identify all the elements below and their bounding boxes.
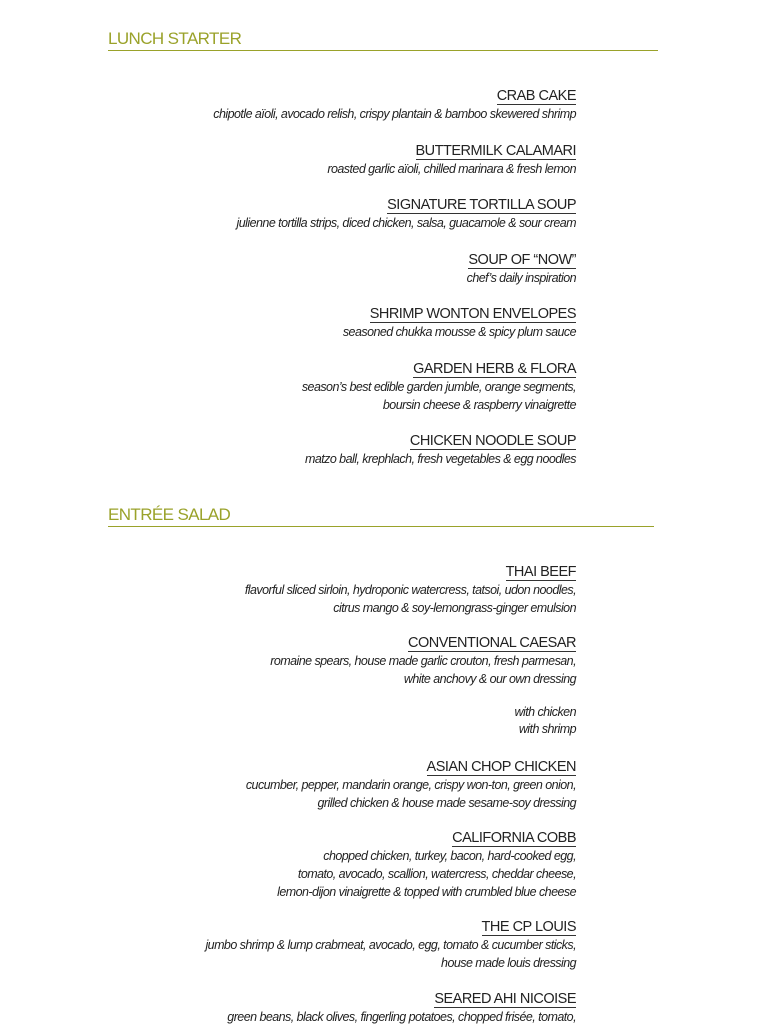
menu-item-crab-cake [213, 87, 576, 123]
menu-item-title: CRAB CAKE [496, 88, 576, 104]
menu-item-seared-ahi-nicoise [227, 990, 576, 1026]
menu-item-title: ASIAN CHOP CHICKEN [426, 759, 576, 775]
menu-item-title: CALIFORNIA COBB [452, 830, 576, 846]
menu-item-chicken-noodle-soup [305, 432, 576, 468]
section-header-lunch-starter: LUNCH STARTER [108, 29, 658, 51]
menu-item-description: chopped chicken, turkey, bacon, hard-cooked egg, tomato, avocado, scallion, watercress, cheddar cheese, lemon-dijon vinaigrette & topped with crumbled blue cheese [277, 849, 576, 899]
menu-item-description: chipotle aïoli, avocado relish, crispy plantain & bamboo skewered shrimp [213, 107, 576, 121]
menu-item-description: chef’s daily inspiration [466, 271, 576, 285]
menu-item-california-cobb [277, 829, 576, 901]
menu-item-description: seasoned chukka mousse & spicy plum sauce [342, 325, 576, 339]
menu-item-buttermilk-calamari [327, 142, 576, 178]
menu-item-title: SHRIMP WONTON ENVELOPES [369, 306, 576, 322]
menu-item-title: BUTTERMILK CALAMARI [415, 143, 576, 159]
menu-item-description: julienne tortilla strips, diced chicken, salsa, guacamole & sour cream [236, 216, 576, 230]
menu-item-shrimp-wonton-envelopes [343, 305, 576, 341]
menu-item-description: matzo ball, krephlach, fresh vegetables & egg noodles [304, 452, 576, 466]
menu-item-description: roasted garlic aïoli, chilled marinara & fresh lemon [327, 162, 576, 176]
menu-item-description: jumbo shrimp & lump crabmeat, avocado, egg, tomato & cucumber sticks, house made louis dressing [205, 938, 576, 970]
menu-item-description: romaine spears, house made garlic crouton, fresh parmesan, white anchovy & our own dressing [270, 654, 576, 686]
caesar-option-with-shrimp: with shrimp [518, 722, 576, 736]
menu-item-title: GARDEN HERB & FLORA [413, 361, 576, 377]
menu-item-signature-tortilla-soup [237, 196, 576, 232]
section-header-entree-salad: ENTRÉE SALAD [108, 505, 654, 527]
menu-item-soup-of-now [467, 251, 576, 287]
menu-item-the-cp-louis [205, 918, 576, 972]
menu-item-description: cucumber, pepper, mandarin orange, crispy won-ton, green onion, grilled chicken & house made sesame-soy dressing [245, 778, 576, 810]
menu-item-description: flavorful sliced sirloin, hydroponic watercress, tatsoi, udon noodles, citrus mango & soy-lemongrass-ginger emulsion [244, 583, 576, 615]
menu-item-title: SOUP OF “NOW” [468, 252, 576, 268]
menu-item-title: SEARED AHI NICOISE [434, 991, 576, 1007]
menu-item-garden-herb-flora [302, 360, 576, 414]
menu-item-asian-chop-chicken [246, 758, 576, 812]
menu-item-title: CONVENTIONAL CAESAR [407, 635, 576, 651]
menu-item-description: season’s best edible garden jumble, orange segments, boursin cheese & raspberry vinaigrette [301, 380, 576, 412]
menu-item-description: green beans, black olives, fingerling potatoes, chopped frisée, tomato, [227, 1010, 576, 1024]
menu-item-title: THE CP LOUIS [481, 919, 576, 935]
menu-item-title: CHICKEN NOODLE SOUP [409, 433, 576, 449]
menu-item-title: SIGNATURE TORTILLA SOUP [387, 197, 576, 213]
menu-item-thai-beef [245, 563, 576, 617]
menu-item-conventional-caesar [270, 634, 576, 688]
menu-item-title: THAI BEEF [505, 564, 576, 580]
caesar-option-with-chicken: with chicken [514, 705, 576, 719]
